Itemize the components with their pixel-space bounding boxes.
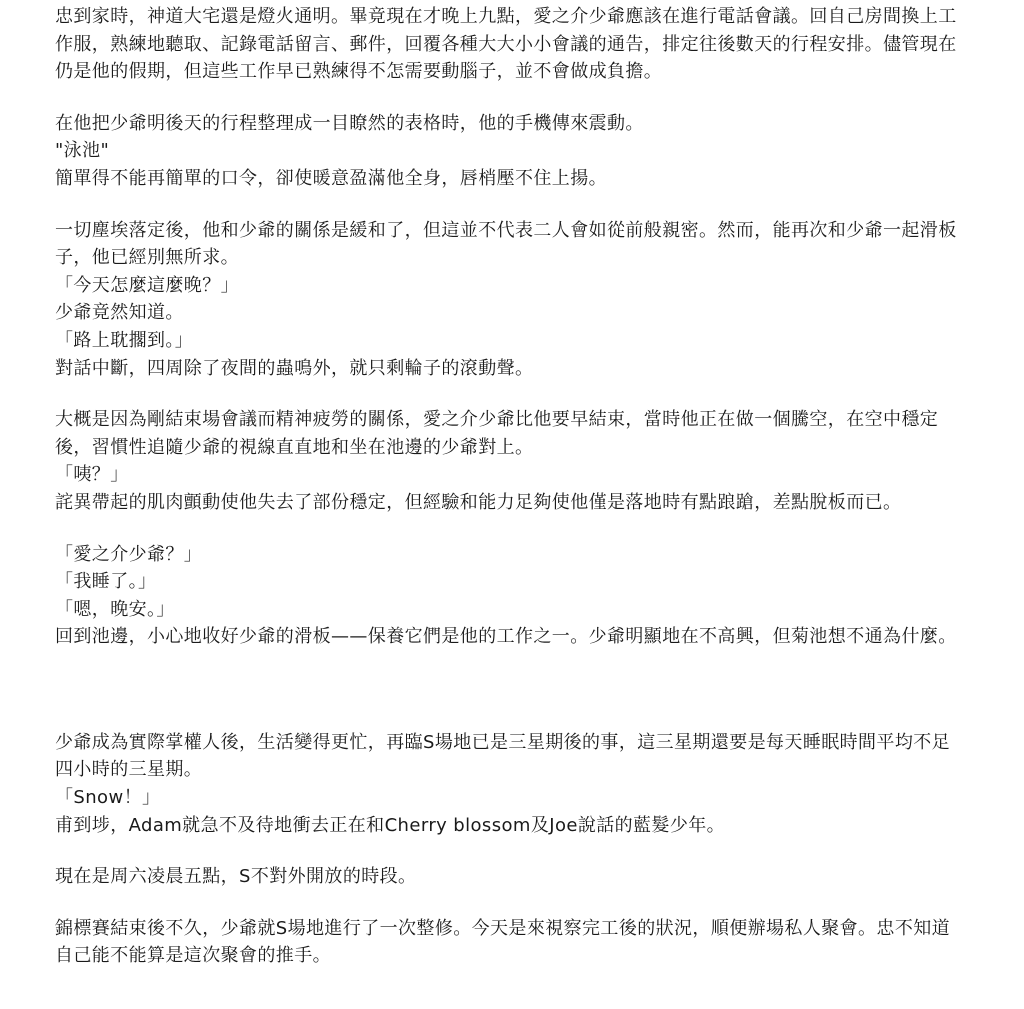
paragraph-block [55, 217, 967, 383]
paragraph-gap [55, 891, 967, 915]
paragraph-gap [55, 839, 967, 863]
text-line: 在他把少爺明後天的行程整理成一目瞭然的表格時，他的手機傳來震動。 [55, 112, 644, 134]
text-line: 簡單得不能再簡單的口令，卻使暖意盈滿他全身，唇梢壓不住上揚。 [55, 167, 607, 189]
text-line: 「咦？」 [55, 464, 129, 486]
paragraph-block [55, 863, 967, 891]
text-line: 對話中斷，四周除了夜間的蟲鳴外，就只剩輪子的滾動聲。 [55, 357, 534, 379]
text-line: 甫到埗，Adam就急不及待地衝去正在和Cherry blossom及Joe說話的藍髮少年。 [55, 814, 726, 836]
text-line: 少爺成為實際掌權人後，生活變得更忙，再臨S場地已是三星期後的事，這三星期還要是每天睡眠時間平均不足四小時的三星期。 [55, 731, 951, 781]
paragraph-gap [55, 517, 967, 541]
paragraph-block [55, 541, 967, 651]
paragraph-gap [55, 193, 967, 217]
paragraph-gap [55, 86, 967, 110]
text-line: 錦標賽結束後不久，少爺就S場地進行了一次整修。今天是來視察完工後的狀況，順便辦場私人聚會。忠不知道自己能不能算是這次聚會的推手。 [55, 917, 951, 967]
text-line: 回到池邊，小心地收好少爺的滑板——保養它們是他的工作之一。少爺明顯地在不高興，但菊池想不通為什麼。 [55, 626, 957, 648]
text-line: 「愛之介少爺？」 [55, 543, 203, 565]
text-line: 忠到家時，神道大宅還是燈火通明。畢竟現在才晚上九點，愛之介少爺應該在進行電話會議。回自己房間換上工作服，熟練地聽取、記錄電話留言、郵件，回覆各種大大小小會議的通告，排定往後數天的行程安排。儘管現在仍是他的假期，但這些工作早已熟練得不怎需要動腦子，並不會做成負擔。 [55, 6, 957, 83]
paragraph-block [55, 3, 967, 86]
story-text [55, 3, 967, 970]
paragraph-block [55, 729, 967, 839]
text-line: 「嗯，晚安。」 [55, 598, 175, 620]
text-line: 一切塵埃落定後，他和少爺的關係是緩和了，但這並不代表二人會如從前般親密。然而，能再次和少爺一起滑板子，他已經別無所求。 [55, 219, 957, 269]
paragraph-block [55, 915, 967, 970]
text-line: 現在是周六凌晨五點，S不對外開放的時段。 [55, 866, 417, 888]
paragraph-block [55, 406, 967, 516]
text-line: 「我睡了。」 [55, 571, 157, 593]
text-line: 「今天怎麼這麼晚？」 [55, 274, 239, 296]
text-line: 「Snow！」 [55, 787, 161, 809]
text-line: 「路上耽擱到。」 [55, 329, 194, 351]
text-line: 少爺竟然知道。 [55, 302, 184, 324]
text-line: "泳池" [55, 140, 110, 162]
paragraph-gap [55, 382, 967, 406]
text-line: 大概是因為剛結束場會議而精神疲勞的關係，愛之介少爺比他要早結束，當時他正在做一個騰空，在空中穩定後，習慣性追隨少爺的視線直直地和坐在池邊的少爺對上。 [55, 409, 939, 458]
paragraph-gap [55, 651, 967, 729]
paragraph-block [55, 110, 967, 193]
text-line: 詫異帶起的肌肉顫動使他失去了部份穩定，但經驗和能力足夠使他僅是落地時有點踉蹌，差點脫板而已。 [55, 491, 902, 513]
